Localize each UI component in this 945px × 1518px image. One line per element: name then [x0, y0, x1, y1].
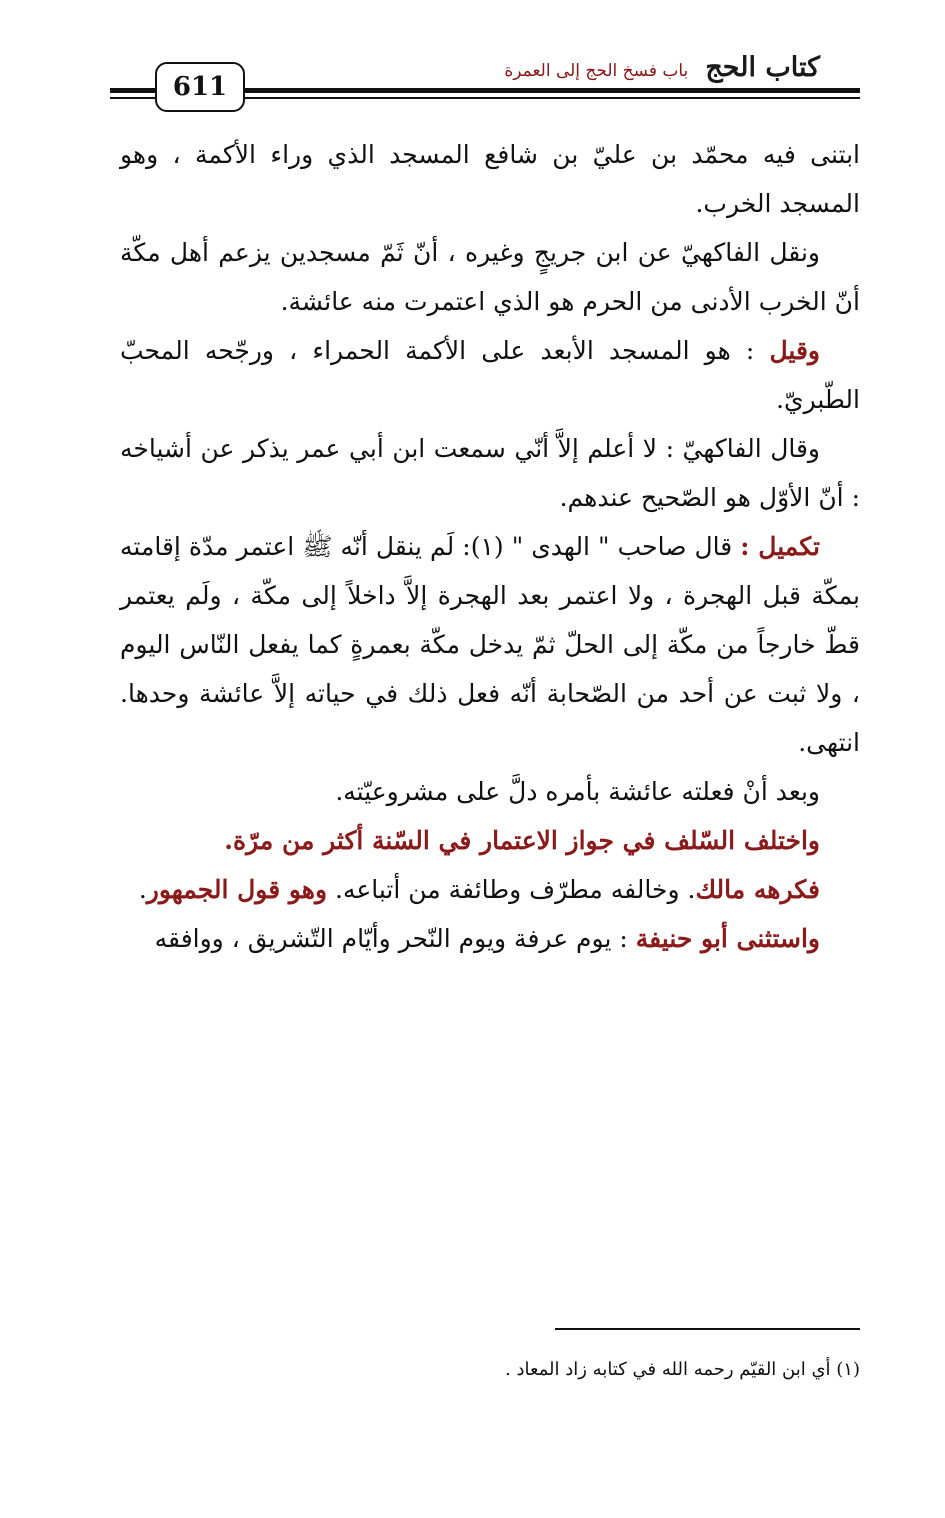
highlighted-text: وهو قول الجمهور — [146, 875, 328, 904]
paragraph — [120, 522, 860, 767]
highlighted-text: تكميل : — [740, 532, 820, 561]
body-text — [120, 130, 860, 963]
highlighted-text: واستثنى أبو حنيفة — [635, 924, 820, 953]
page-header — [0, 0, 945, 130]
text-segment: ونقل الفاكهيّ عن ابن جريجٍ وغيره ، أنّ ثَمّ مسجدين يزعم أهل مكّة أنّ الخرب الأدنى من الحرم هو الذي اعتمرت منه عائشة. — [120, 238, 860, 316]
book-title: كتاب الحج — [705, 52, 820, 83]
text-segment: ابتنى فيه محمّد بن عليّ بن شافع المسجد الذي وراء الأكمة ، وهو المسجد الخرب. — [120, 140, 860, 218]
highlighted-text: فكرهه مالك — [695, 875, 820, 904]
paragraph — [120, 816, 860, 865]
paragraph — [120, 424, 860, 522]
paragraph — [120, 326, 860, 424]
text-segment: . وخالفه مطرّف وطائفة من أتباعه. — [327, 875, 696, 904]
paragraph — [120, 865, 860, 914]
text-segment: : هو المسجد الأبعد على الأكمة الحمراء ، ورجّحه المحبّ الطّبريّ. — [120, 336, 860, 414]
text-segment: . — [138, 875, 147, 904]
text-segment: قال صاحب " الهدى " (١): لَم ينقل أنّه ﷺ اعتمر مدّة إقامته بمكّة قبل الهجرة ، ولا اعتمر بعد الهجرة إلاَّ داخلاً إلى مكّة ، ولَم يعتمر قطّ خارجاً من مكّة إلى الحلّ ثمّ يدخل مكّة بعمرةٍ كما يفعل النّاس اليوم ، ولا ثبت عن أحد من الصّحابة أنّه فعل ذلك في حياته إلاَّ عائشة وحدها. انتهى. — [120, 532, 860, 757]
chapter-title: باب فسخ الحج إلى العمرة — [504, 61, 689, 81]
paragraph — [120, 130, 860, 228]
footnote-separator — [555, 1328, 860, 1330]
highlighted-text: واختلف السّلف في جواز الاعتمار في السّنة أكثر من مرّة. — [224, 826, 820, 855]
footnote: (١) أي ابن القيّم رحمه الله في كتابه زاد المعاد . — [505, 1359, 860, 1380]
page-number: 611 — [155, 62, 245, 112]
paragraph — [120, 228, 860, 326]
paragraph — [120, 914, 860, 963]
text-segment: وبعد أنْ فعلته عائشة بأمره دلَّ على مشروعيّته. — [335, 777, 820, 806]
text-segment: : يوم عرفة ويوم النّحر وأيّام التّشريق ، ووافقه — [154, 924, 636, 953]
paragraph — [120, 767, 860, 816]
header-titles — [504, 52, 820, 83]
highlighted-text: وقيل — [769, 336, 820, 365]
text-segment: وقال الفاكهيّ : لا أعلم إلاَّ أنّي سمعت ابن أبي عمر يذكر عن أشياخه : أنّ الأوّل هو الصّحيح عندهم. — [120, 434, 860, 512]
